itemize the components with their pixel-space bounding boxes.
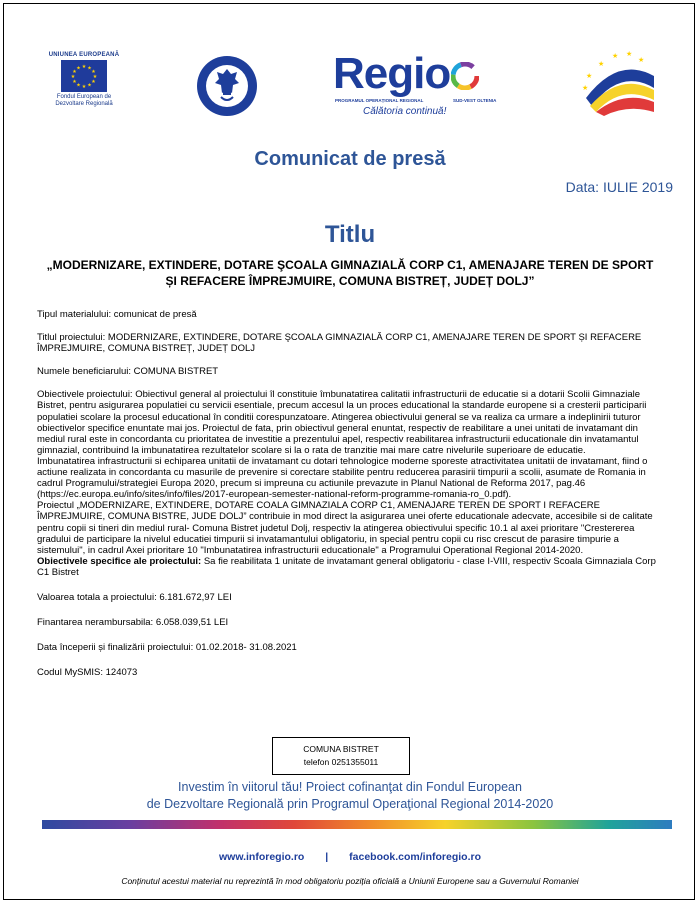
release-date: Data: IULIE 2019 (565, 179, 673, 195)
eu-logo-top-text: UNIUNEA EUROPEANĂ (48, 52, 120, 58)
contact-phone: telefon 0251355011 (303, 757, 379, 767)
svg-text:★: ★ (87, 65, 92, 72)
svg-text:★: ★ (582, 84, 589, 92)
regio-rainbow-circle-icon (451, 62, 479, 90)
infrastructure-improvement-paragraph: Imbunatatirea infrastructurii si echiparea unitatii de invatamant cu dotari tehnologice moderne sporeste atractivitatea unitatii de invatamant, fiind o actiune realizata in concordanta cu masurile de prevenire si corectare stabilite pentru reducerea parasirii timpurii a scolii, asumate de Romania in cadrul Programului/strategiei Europa 2020, precum si impreuna cu actiunile prevazute in Planul National de Reforma 2017, pag.46 (https://ec.europa.eu/info/sites/info/files/2017-european-semester-national-reform-programme-romania-ro_0.pdf). (37, 455, 648, 501)
svg-text:★: ★ (81, 84, 87, 90)
mysmis-code: Codul MySMIS: 124073 (37, 667, 138, 679)
link-separator: | (325, 851, 329, 863)
svg-text:★: ★ (612, 52, 619, 60)
contact-box (272, 737, 410, 775)
svg-text:★: ★ (586, 72, 593, 80)
project-description-paragraph: Proiectul „MODERNIZARE, EXTINDERE, DOTARE COALA GIMNAZIALA CORP C1, AMENAJARE TEREN DE SPORT I REFACERE ÎMPREJMUIRE, COMUNA BISTRE, JUDE DOLJ” contribuie in mod direct la asigurarea unei oferte educationale adecvate, accesibile si de calitate pentru copii si tineri din mediul rural- Comuna Bistret judetul Dolj, respectiv la atingerea obiectivului specific 10.1 al axei prioritare "Crestererea gradului de participare la nivelul educatiei timpurii si invatamantului obligatoriu, in special pentru copii cu risc crescut de parasire timpurie a sistemului", in cadrul Axei prioritare 10 "Imbunatatirea infrastructurii educationale" a Programului Operational Regional 2014-2020. (37, 500, 653, 556)
disclaimer-text: Conținutul acestui material nu reprezintă în mod obligatoriu poziția oficială a Uniunii Europene sau a Guvernului Romaniei (121, 876, 579, 886)
project-objectives: Obiectivele proiectului: Obiectivul general al proiectului îl constituie îmbunatatirea calitatii infrastructurii de educatie si a dotarii Scolii Gimnaziale Bistret, pentru asigurarea populatiei cu servicii esentiale, precum accesul la un proces educational la standarde europene si a cresterii participarii populatiei scolare la procesul educational în conditii corespunzatoare. Atingerea obiectivului general se va realiza ca urmare a indeplinirii tuturor obiectivelor specifice enuntate mai jos. Proiectul de fata, prin obiectivul general enuntat, respectiv de reabilitare a unei unitati de invatamant din mediul rural este in concordanta cu prioritatea de investitie a prezentului apel, respectiv reabilitarea infrastructurii educationale din invatamantul gimnazial, contribuind la imbunatatirea rezultatelor scolare si la o rata de tranzitie mai mare catre nivelurile superioare de educatie. (37, 389, 647, 456)
svg-text:★: ★ (72, 79, 77, 85)
svg-text:★: ★ (76, 82, 81, 89)
non-reimbursable-funding: Finantarea nerambursabila: 6.058.039,51 LEI (37, 617, 229, 629)
svg-text:★: ★ (598, 60, 605, 68)
material-type: Tipul materialului: comunicat de presă (37, 309, 197, 320)
regio-logo (333, 49, 497, 120)
regio-tagline: Călătoria continuă! (363, 106, 447, 117)
press-release-heading: Comunicat de presă (254, 148, 446, 170)
beneficiary-name: Numele beneficiarului: COMUNA BISTRET (37, 366, 219, 378)
svg-text:★: ★ (81, 64, 87, 70)
regio-subtitle-left: PROGRAMUL OPERAȚIONAL REGIONAL (335, 98, 424, 103)
eu-flag-icon (61, 60, 107, 92)
investment-slogan (0, 779, 700, 813)
contact-name: COMUNA BISTRET (303, 744, 379, 754)
svg-text:★: ★ (92, 74, 98, 80)
regio-wordmark: Regio (333, 49, 451, 98)
project-dates: Data începerii și finalizării proiectului: 01.02.2018- 31.08.2021 (37, 642, 297, 654)
rainbow-divider (42, 820, 672, 829)
specific-objectives-label: Obiectivele specifice ale proiectului: (37, 555, 202, 567)
romania-presidency-logo-icon (578, 46, 658, 118)
total-value: Valoarea totala a proiectului: 6.181.672,97 LEI (37, 591, 232, 603)
eu-logo-bottom-text: Fondul European de Dezvoltare Regională (55, 94, 113, 107)
project-title: „MODERNIZARE, EXTINDERE, DOTARE ŞCOALA GIMNAZIALĂ CORP C1, AMENAJARE TEREN DE SPORT ȘI REFACERE ÎMPREJMUIRE, COMUNA BISTREȚ, JUDEȚ DOLJ” (46, 258, 654, 288)
svg-text:★: ★ (70, 74, 76, 80)
svg-text:★: ★ (626, 50, 633, 58)
svg-text:★: ★ (91, 69, 96, 75)
svg-text:★: ★ (72, 69, 77, 75)
footer-links (0, 851, 700, 863)
specific-objectives (37, 556, 667, 578)
svg-text:★: ★ (87, 82, 92, 89)
facebook-link[interactable]: facebook.com/inforegio.ro (349, 851, 481, 863)
eu-logo (48, 52, 120, 108)
svg-text:★: ★ (76, 65, 81, 72)
document-body (37, 309, 667, 678)
regio-subtitle-right: SUD-VEST OLTENIA (453, 98, 497, 103)
inforegio-website-link[interactable]: www.inforegio.ro (218, 851, 305, 863)
investment-slogan-line-1: Investim în viitorul tău! Proiect cofinanţat din Fondul European (178, 780, 522, 794)
title-heading: Titlu (324, 221, 376, 248)
government-seal-icon (196, 55, 258, 117)
project-title-line: Titlul proiectului: MODERNIZARE, EXTINDERE, DOTARE ŞCOALA GIMNAZIALĂ CORP C1, AMENAJARE TEREN DE SPORT ȘI REFACERE ÎMPREJMUIRE, COMUNA BISTREȚ, JUDEȚ DOLJ (37, 332, 642, 355)
investment-slogan-line-2: de Dezvoltare Regională prin Programul Operaţional Regional 2014-2020 (146, 797, 554, 811)
svg-text:★: ★ (638, 56, 645, 64)
specific-objectives-text: Sa fie reabilitata 1 unitate de invatamant general obligatoriu - clase I-VIII, respectiv Scoala Gimnaziala Corp C1 Bistret (37, 555, 656, 578)
svg-text:★: ★ (91, 79, 96, 85)
